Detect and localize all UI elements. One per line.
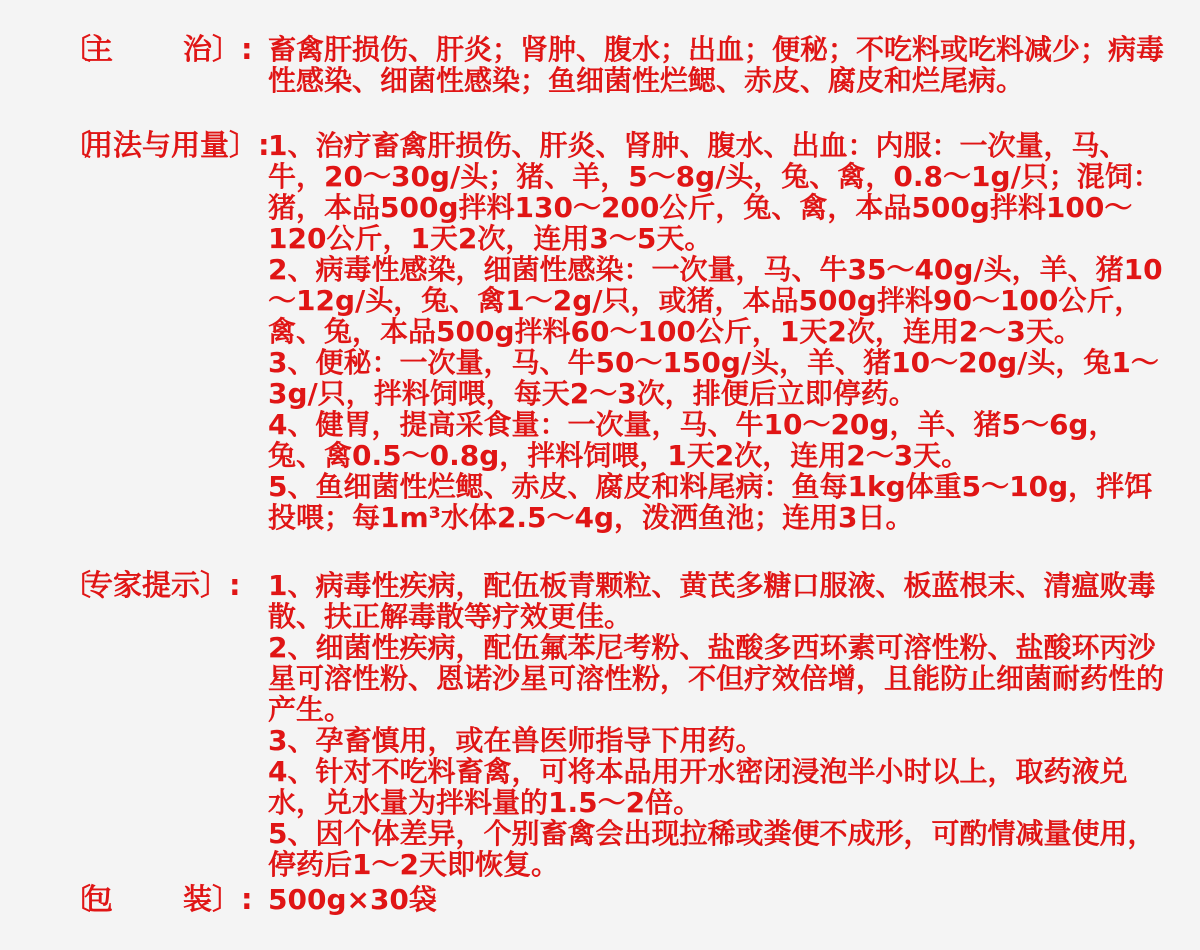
dosage-item: 3、便秘：一次量，马、牛50～150g/头，羊、猪10～20g/头，兔1～3g/只，拌料饲喂，每天2～3次，排便后立即停药。 [268, 346, 1159, 410]
label-indications: 〔主 治〕: [62, 32, 253, 66]
label-text: 专家提示 [84, 568, 201, 602]
list-dosage [268, 130, 1168, 533]
tip-item: 1、病毒性疾病，配伍板青颗粒、黄芪多糖口服液、板蓝根末、清瘟败毒散、扶正解毒散等疗效更佳。 [268, 569, 1156, 633]
text-packaging: 500g×30袋 [268, 883, 437, 916]
dosage-item: 4、健胃，提高采食量：一次量，马、牛10～20g，羊、猪5～6g，兔、禽0.5～0.8g，拌料饲喂，1天2次，连用2～3天。 [268, 408, 1117, 472]
list-tips [268, 570, 1168, 880]
tip-item: 3、孕畜慎用，或在兽医师指导下用药。 [268, 724, 764, 757]
label-text: 用法与用量 [84, 128, 230, 162]
tip-item: 4、针对不吃料畜禽，可将本品用开水密闭浸泡半小时以上，取药液兑水，兑水量为拌料量的1.5～2倍。 [268, 755, 1128, 819]
label-text: 包 装 [84, 882, 212, 916]
label-packaging: 〔包 装〕: [62, 882, 253, 916]
tip-item: 5、因个体差异，个别畜禽会出现拉稀或粪便不成形，可酌情减量使用，停药后1～2天即恢复。 [268, 817, 1156, 881]
tip-item: 2、细菌性疾病，配伍氟苯尼考粉、盐酸多西环素可溶性粉、盐酸环丙沙星可溶性粉、恩诺沙星可溶性粉，不但疗效倍增，且能防止细菌耐药性的产生。 [268, 631, 1165, 726]
dosage-item: 5、鱼细菌性烂鳃、赤皮、腐皮和料尾病：鱼每1kg体重5～10g，拌饵投喂；每1m³水体2.5～4g，泼洒鱼池；连用3日。 [268, 470, 1153, 534]
dosage-item: 2、病毒性感染，细菌性感染：一次量，马、牛35～40g/头，羊、猪10～12g/头，兔、禽1～2g/只，或猪，本品500g拌料90～100公斤，禽、兔，本品500g拌料60～100公斤，1天2次，连用2～3天。 [268, 253, 1163, 348]
label-text: 主 治 [84, 32, 212, 66]
dosage-item: 1、治疗畜禽肝损伤、肝炎、肾肿、腹水、出血：内服：一次量，马、牛，20～30g/头；猪、羊，5～8g/头，兔、禽，0.8～1g/只；混饲：猪，本品500g拌料130～200公斤，兔、禽，本品500g拌料100～120公斤，1天2次，连用3～5天。 [268, 129, 1161, 255]
label-dosage: 〔用法与用量〕: [62, 128, 270, 162]
text-indications: 畜禽肝损伤、肝炎；肾肿、腹水；出血；便秘；不吃料或吃料减少；病毒性感染、细菌性感染；鱼细菌性烂鳃、赤皮、腐皮和烂尾病。 [268, 33, 1165, 97]
label-tips: 〔专家提示〕: [62, 568, 241, 602]
